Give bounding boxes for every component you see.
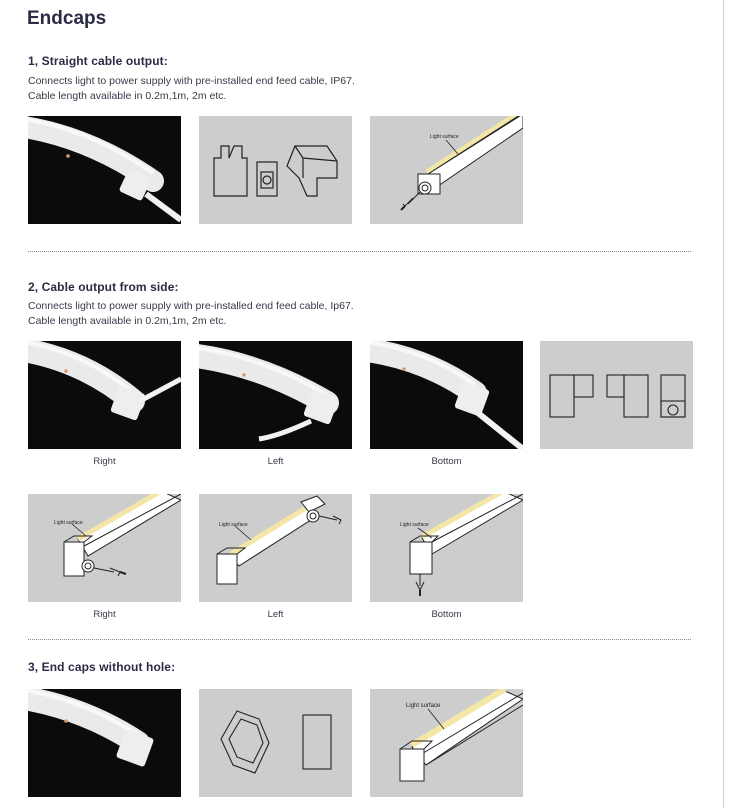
- photo-straight-cable-output: [28, 116, 181, 224]
- section-2-description: [28, 299, 354, 329]
- light-surface-label-5: Light surface: [406, 703, 441, 709]
- section-3-heading: 3, End caps without hole:: [28, 660, 176, 674]
- light-surface-label-1: Light surface: [430, 134, 459, 140]
- drawing-endcap-without-hole-3d: [370, 689, 523, 797]
- drawing-side-output-left-3d: [199, 494, 352, 602]
- caption-photo-right: Right: [93, 456, 116, 467]
- photo-endcap-without-hole: [28, 689, 181, 797]
- section-1-heading: 1, Straight cable output:: [28, 54, 168, 68]
- separator-1: [28, 251, 691, 252]
- section-1-description: [28, 74, 355, 104]
- photo-side-output-right: [28, 341, 181, 449]
- section-2-desc-line-2: Cable length available in 0.2m,1m, 2m etc.: [28, 315, 227, 327]
- caption-drawing-bottom: Bottom: [431, 609, 462, 620]
- caption-drawing-right: Right: [93, 609, 116, 620]
- light-surface-label-2: Light surface: [54, 520, 83, 526]
- photo-side-output-left: [199, 341, 352, 449]
- page-edge-line: [723, 0, 724, 808]
- section-2-heading: 2, Cable output from side:: [28, 280, 179, 294]
- caption-drawing-left: Left: [267, 609, 284, 620]
- drawing-endcap-without-hole-parts: [199, 689, 352, 797]
- light-surface-label-3: Light surface: [219, 522, 248, 528]
- drawing-side-output-parts: [540, 341, 693, 449]
- light-surface-label-4: Light surface: [400, 522, 429, 528]
- section-1-desc-line-2: Cable length available in 0.2m,1m, 2m etc.: [28, 90, 227, 102]
- drawing-side-output-bottom-3d: [370, 494, 523, 602]
- separator-2: [28, 639, 691, 640]
- caption-photo-bottom: Bottom: [431, 456, 462, 467]
- caption-photo-left: Left: [267, 456, 284, 467]
- section-2-desc-line-1: Connects light to power supply with pre-installed end feed cable, Ip67.: [28, 300, 354, 312]
- drawing-side-output-right-3d: [28, 494, 181, 602]
- drawing-straight-3d-light-surface: [370, 116, 523, 224]
- page-title: Endcaps: [27, 8, 107, 29]
- photo-side-output-bottom: [370, 341, 523, 449]
- drawing-straight-endcap-parts: [199, 116, 352, 224]
- section-1-desc-line-1: Connects light to power supply with pre-installed end feed cable, IP67.: [28, 75, 355, 87]
